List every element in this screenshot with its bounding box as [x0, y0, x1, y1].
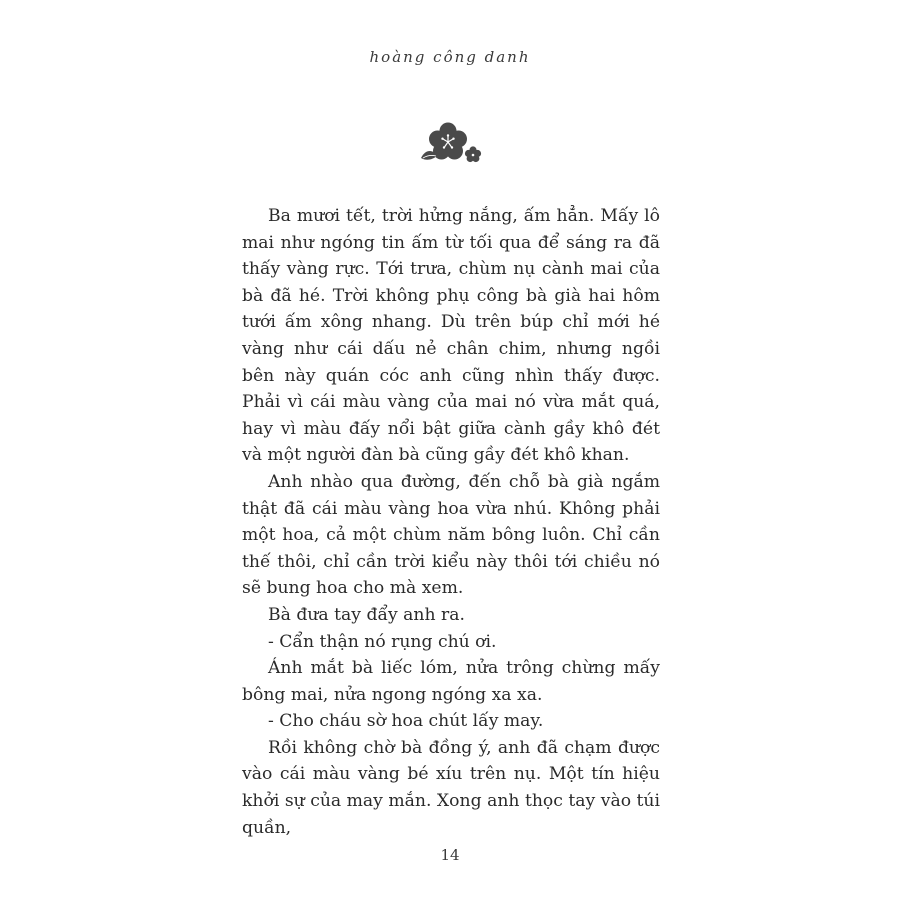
paragraph: Ánh mắt bà liếc lóm, nửa trông chừng mấy bông mai, nửa ngong ngóng xa xa.	[242, 658, 660, 705]
paragraph: Anh nhào qua đường, đến chỗ bà già ngắm thật đã cái màu vàng hoa vừa nhú. Không phải một hoa, cả một chùm năm bông luôn. Chỉ cần thế thôi, chỉ cần trời kiểu này thôi tới chiều nó sẽ bung hoa cho mà xem.	[242, 471, 660, 599]
paragraph: Bà đưa tay đẩy anh ra.	[268, 604, 465, 625]
paragraph: - Cho cháu sờ hoa chút lấy may.	[268, 711, 544, 732]
running-head: hoàng công danh	[369, 48, 531, 66]
body-text	[242, 203, 660, 841]
paragraph: Ba mươi tết, trời hửng nắng, ấm hẳn. Mấy lô mai như ngóng tin ấm từ tối qua để sáng ra đã thấy vàng rực. Tới trưa, chùm nụ cành mai của bà đã hé. Trời không phụ công bà già hai hôm tưới ấm xông nhang. Dù trên búp chỉ mới hé vàng như cái dấu nẻ chân chim, nhưng ngồi bên này quán cóc anh cũng nhìn thấy được. Phải vì cái màu vàng của mai nó vừa mắt quá, hay vì màu đấy nổi bật giữa cành gầy khô đét và một người đàn bà cũng gầy đét khô khan.	[242, 206, 660, 466]
page-number: 14	[440, 846, 460, 864]
plum-blossom-icon	[418, 120, 484, 168]
paragraph: - Cẩn thận nó rụng chú ơi.	[268, 631, 497, 652]
paragraph: Rồi không chờ bà đồng ý, anh đã chạm được vào cái màu vàng bé xíu trên nụ. Một tín hiệu khởi sự của may mắn. Xong anh thọc tay vào túi quần,	[242, 737, 660, 838]
ornament	[418, 120, 484, 168]
